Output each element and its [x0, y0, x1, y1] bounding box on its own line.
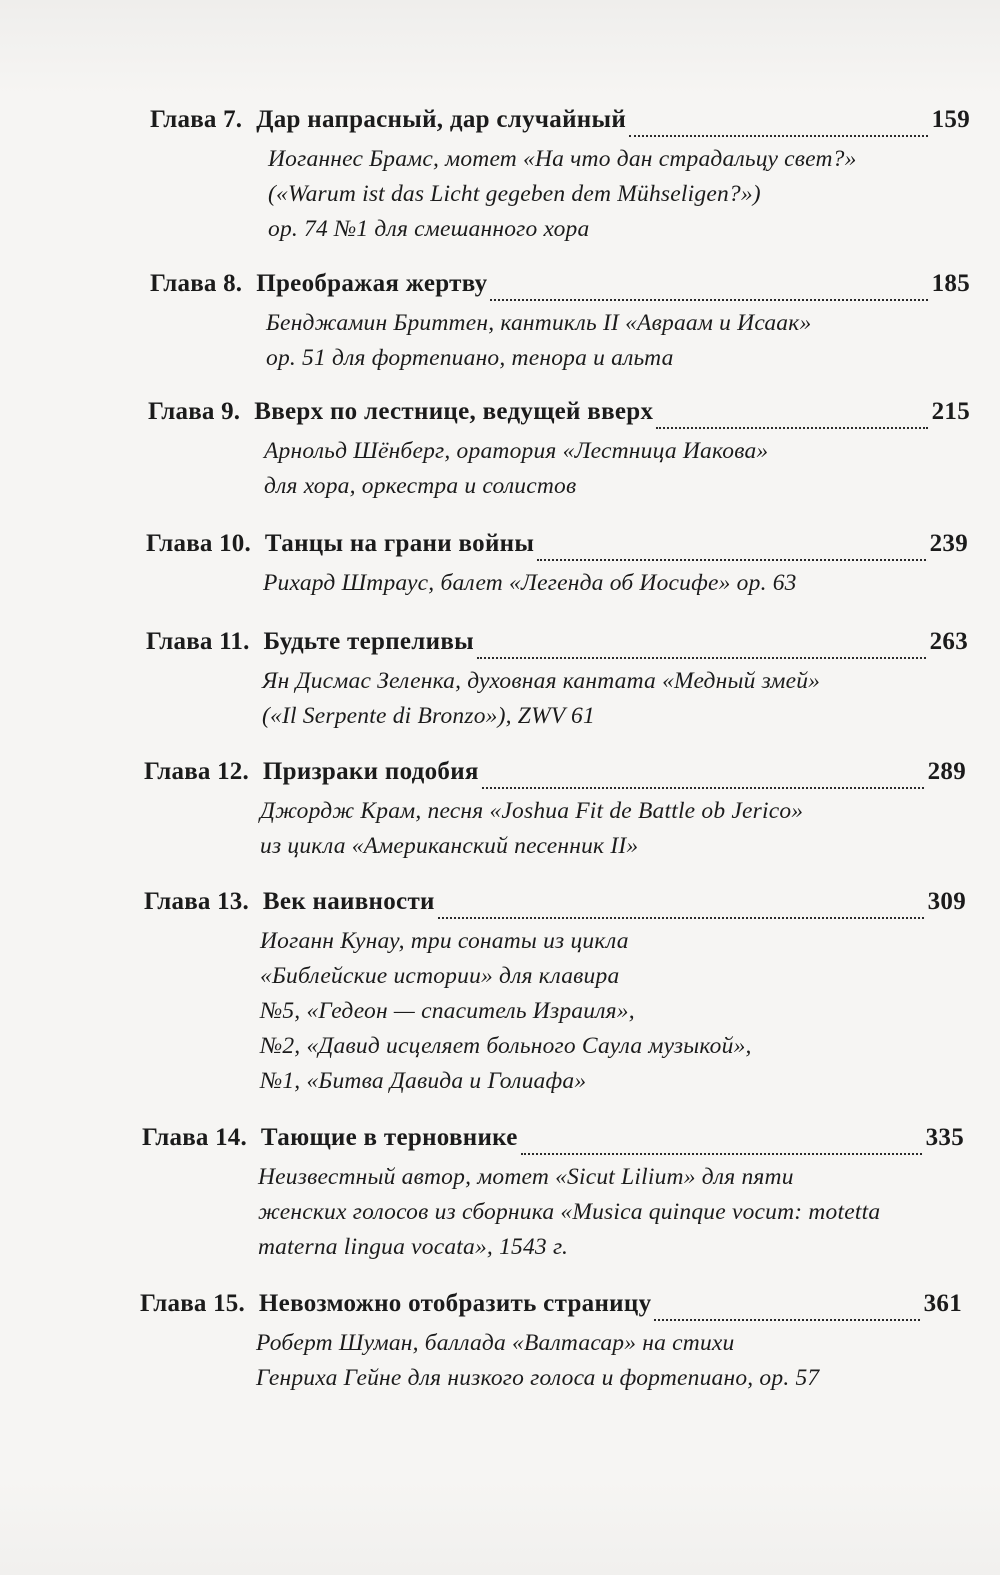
chapter-description	[260, 924, 752, 1099]
dot-leader	[477, 656, 926, 659]
description-line: «Библейские истории» для клавира	[260, 963, 620, 989]
chapter-heading-row	[142, 1124, 964, 1164]
dot-leader	[629, 134, 928, 137]
description-line: («Warum ist das Licht gegeben dem Mühseligen?»)	[268, 181, 761, 207]
description-line: №5, «Гедеон — спаситель Израиля»,	[260, 998, 635, 1024]
chapter-title[interactable]: Век наивности	[262, 888, 435, 915]
description-line: Бенджамин Бриттен, кантикль II «Авраам и Исаак»	[266, 310, 812, 336]
chapter-label: Глава 15.	[140, 1290, 245, 1317]
description-line: Джордж Крам, песня «Joshua Fit de Battle ob Jerico»	[260, 798, 804, 824]
dot-leader	[654, 1318, 919, 1321]
chapter-title[interactable]: Преображая жертву	[256, 270, 488, 297]
description-line: женских голосов из сборника «Musica quinque vocum: motetta	[258, 1199, 881, 1225]
description-line: («Il Serpente di Bronzo»), ZWV 61	[262, 703, 595, 729]
chapter-heading-row	[144, 888, 966, 928]
dot-leader	[521, 1152, 922, 1155]
chapter-description	[260, 794, 803, 864]
chapter-label: Глава 7.	[150, 106, 243, 133]
chapter-description	[258, 1160, 880, 1265]
chapter-description	[264, 434, 768, 504]
description-line: из цикла «Американский песенник II»	[260, 833, 639, 859]
chapter-description	[266, 306, 811, 376]
dot-leader	[490, 298, 927, 301]
chapter-description	[263, 566, 797, 601]
description-line: №2, «Давид исцеляет больного Саула музыкой»,	[260, 1033, 752, 1059]
chapter-page-number[interactable]: 361	[923, 1290, 962, 1317]
dot-leader	[537, 558, 925, 561]
description-line: op. 51 для фортепиано, тенора и альта	[266, 345, 674, 371]
description-line: op. 74 №1 для смешанного хора	[268, 216, 590, 242]
description-line: Неизвестный автор, мотет «Sicut Lilium» для пяти	[258, 1164, 794, 1190]
description-line: materna lingua vocata», 1543 г.	[258, 1234, 569, 1260]
dot-leader	[656, 426, 927, 429]
chapter-page-number[interactable]: 239	[929, 530, 968, 557]
chapter-heading-row	[146, 628, 968, 668]
chapter-label: Глава 13.	[144, 888, 249, 915]
description-line: Генриха Гейне для низкого голоса и фортепиано, op. 57	[256, 1365, 820, 1391]
chapter-heading-row	[150, 106, 970, 146]
chapter-heading-row	[150, 270, 970, 310]
chapter-label: Глава 10.	[146, 530, 251, 557]
chapter-label: Глава 12.	[144, 758, 249, 785]
description-line: Иоганнес Брамс, мотет «На что дан страдальцу свет?»	[268, 146, 857, 172]
chapter-heading-row	[146, 530, 968, 570]
chapter-page-number[interactable]: 289	[927, 758, 966, 785]
description-line: Иоганн Кунау, три сонаты из цикла	[260, 928, 629, 954]
chapter-title[interactable]: Танцы на грани войны	[264, 530, 535, 557]
description-line: Роберт Шуман, баллада «Валтасар» на стихи	[256, 1330, 735, 1356]
chapter-description	[262, 664, 820, 734]
chapter-title[interactable]: Призраки подобия	[262, 758, 479, 785]
chapter-page-number[interactable]: 335	[925, 1124, 964, 1151]
chapter-title[interactable]: Будьте терпеливы	[263, 628, 474, 655]
chapter-page-number[interactable]: 215	[931, 398, 970, 425]
dot-leader	[482, 786, 924, 789]
chapter-label: Глава 9.	[148, 398, 241, 425]
chapter-heading-row	[148, 398, 970, 438]
description-line: Арнольд Шёнберг, оратория «Лестница Иакова»	[264, 438, 769, 464]
chapter-description	[256, 1326, 819, 1396]
chapter-page-number[interactable]: 159	[931, 106, 970, 133]
chapter-title[interactable]: Дар напрасный, дар случайный	[256, 106, 627, 133]
description-line: Рихард Штраус, балет «Легенда об Иосифе» op. 63	[263, 570, 797, 596]
dot-leader	[438, 916, 924, 919]
chapter-label: Глава 14.	[142, 1124, 247, 1151]
chapter-heading-row	[144, 758, 966, 798]
description-line: для хора, оркестра и солистов	[264, 473, 577, 499]
chapter-page-number[interactable]: 263	[929, 628, 968, 655]
chapter-description	[268, 142, 857, 247]
description-line: №1, «Битва Давида и Голиафа»	[260, 1068, 587, 1094]
chapter-title[interactable]: Вверх по лестнице, ведущей вверх	[254, 398, 654, 425]
chapter-page-number[interactable]: 309	[927, 888, 966, 915]
description-line: Ян Дисмас Зеленка, духовная кантата «Медный змей»	[262, 668, 821, 694]
chapter-heading-row	[140, 1290, 962, 1330]
chapter-label: Глава 8.	[150, 270, 243, 297]
chapter-label: Глава 11.	[146, 628, 250, 655]
chapter-title[interactable]: Тающие в терновнике	[260, 1124, 518, 1151]
chapter-page-number[interactable]: 185	[931, 270, 970, 297]
chapter-title[interactable]: Невозможно отобразить страницу	[258, 1290, 652, 1317]
